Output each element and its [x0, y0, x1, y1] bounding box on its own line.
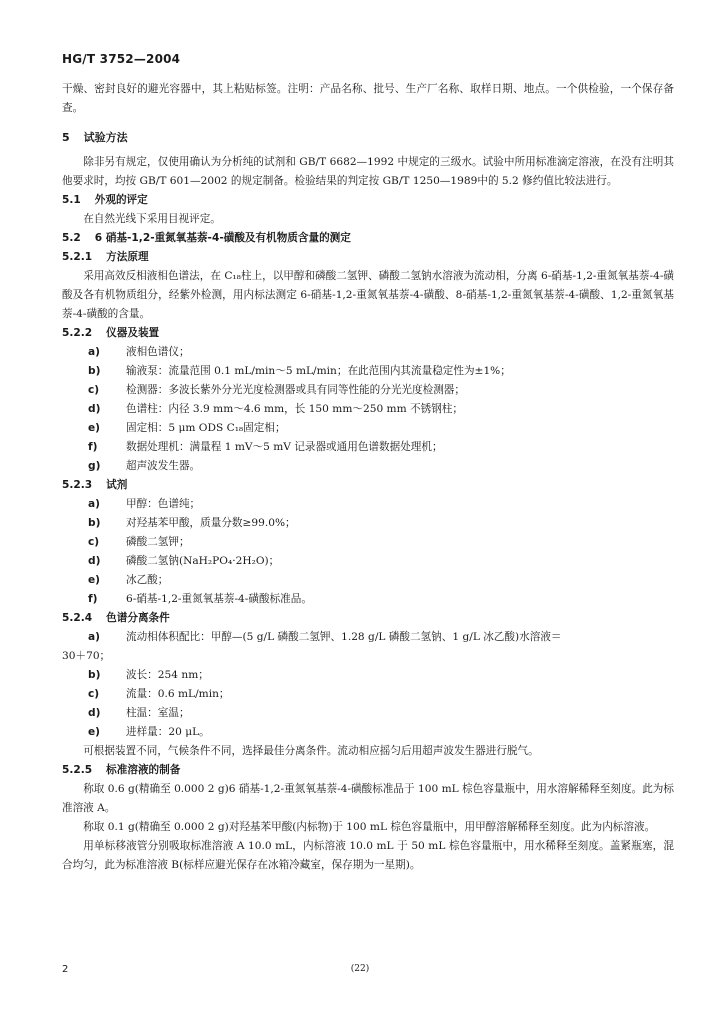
list-item — [62, 514, 674, 533]
list-item — [62, 571, 674, 590]
item-label: f) — [88, 593, 98, 605]
item-text: 色谱柱：内径 3.9 mm～4.6 mm，长 150 mm～250 mm 不锈钢柱； — [126, 403, 463, 415]
list-item — [62, 495, 674, 514]
section-title: 试验方法 — [83, 131, 128, 144]
section-5-2-4-heading — [62, 609, 674, 628]
item-label: f) — [88, 441, 98, 453]
section-number: 5 — [62, 131, 70, 144]
item-label: a) — [88, 498, 100, 510]
list-item — [62, 685, 674, 704]
section-5-2-3-heading — [62, 476, 674, 495]
section-5-heading — [62, 128, 674, 147]
footer-page-marker: (22) — [350, 964, 370, 974]
section-number: 5.2.4 — [62, 612, 93, 624]
section-title: 方法原理 — [106, 251, 149, 263]
item-text: 检测器：多波长紫外分光光度检测器或具有同等性能的分光光度检测器； — [126, 384, 465, 396]
list-item — [62, 381, 674, 400]
section-5-2-heading — [62, 229, 674, 248]
section-5-1-heading — [62, 191, 674, 210]
section-number: 5.1 — [62, 194, 81, 206]
item-label: d) — [88, 555, 101, 567]
list-item — [62, 590, 674, 609]
item-text: 流量：0.6 mL/min； — [126, 688, 230, 700]
item-label: c) — [88, 384, 100, 396]
apparatus-list — [62, 343, 674, 476]
item-text: 磷酸二氢钠(NaH₂PO₄·2H₂O)； — [126, 555, 280, 567]
list-item — [62, 343, 674, 362]
section-title: 色谱分离条件 — [106, 612, 170, 624]
list-item — [62, 666, 674, 685]
section-number: 5.2.3 — [62, 479, 93, 491]
section-5-2-2-heading — [62, 324, 674, 343]
item-text: 柱温：室温； — [126, 707, 190, 719]
section-title: 6 硝基-1,2-重氮氧基萘-4-磺酸及有机物质含量的测定 — [94, 232, 351, 244]
item-text: 6-硝基-1,2-重氮氧基萘-4-磺酸标准品。 — [126, 593, 312, 605]
item-label: b) — [88, 669, 101, 681]
section-number: 5.2.1 — [62, 251, 93, 263]
item-label: b) — [88, 365, 101, 377]
list-item — [62, 438, 674, 457]
section-title: 外观的评定 — [94, 194, 148, 206]
item-text: 固定相：5 μm ODS C₁₈固定相； — [126, 422, 286, 434]
standard-number-header: HG/T 3752—2004 — [62, 52, 181, 66]
section-5-2-1-paragraph: 采用高效反相液相色谱法，在 C₁₈柱上，以甲醇和磷酸二氢钾、磷酸二氢钠水溶液为流动相，分离 6-硝基-1,2-重氮氧基萘-4-磺酸及各有机物质组分，经紫外检测，用内标法测定 6-硝基-1,2-重氮氧基萘-4-磺酸、8-硝基-1,2-重氮氧基萘-4-磺酸、1,2-重氮氧基萘-4-磺酸的含量。 — [62, 270, 674, 320]
list-item — [62, 533, 674, 552]
section-number: 5.2.2 — [62, 327, 93, 339]
item-label: a) — [88, 346, 100, 358]
section-number: 5.2 — [62, 232, 81, 244]
page-number: 2 — [62, 964, 69, 975]
intro-paragraph: 干燥、密封良好的避光容器中，其上粘贴标签。注明：产品名称、批号、生产厂名称、取样日期、地点。一个供检验，一个保存备查。 — [62, 83, 674, 114]
list-item — [62, 704, 674, 723]
list-item — [62, 723, 674, 742]
item-label: c) — [88, 688, 100, 700]
section-title: 仪器及装置 — [106, 327, 160, 339]
item-label: c) — [88, 536, 100, 548]
item-text: 冰乙酸； — [126, 574, 169, 586]
reagent-list — [62, 495, 674, 609]
item-text: 进样量：20 μL。 — [126, 726, 210, 738]
section-title: 试剂 — [106, 479, 128, 491]
item-text: 液相色谱仪； — [126, 346, 190, 358]
section-5-2-5-heading — [62, 761, 674, 780]
item-continuation: 30＋70； — [62, 650, 111, 662]
item-text: 磷酸二氢钾； — [126, 536, 190, 548]
list-item — [62, 400, 674, 419]
item-label: a) — [88, 631, 100, 643]
item-label: d) — [88, 403, 101, 415]
list-item — [62, 419, 674, 438]
item-text: 对羟基苯甲酸，质量分数≥99.0%； — [126, 517, 296, 529]
item-text: 波长：254 nm； — [126, 669, 209, 681]
section-title: 标准溶液的制备 — [106, 764, 181, 776]
section-5-2-5-paragraph: 用单标移液管分别吸取标准溶液 A 10.0 mL，内标溶液 10.0 mL 于 50 mL 棕色容量瓶中，用水稀释至刻度。盖紧瓶塞，混合均匀，此为标准溶液 B(标样应避光保存在冰箱冷藏室，保存期为一星期)。 — [62, 840, 674, 871]
section-5-2-5-paragraph: 称取 0.1 g(精确至 0.000 2 g)对羟基苯甲酸(内标物)于 100 mL 棕色容量瓶中，用甲醇溶解稀释至刻度。此为内标溶液。 — [83, 821, 656, 833]
item-label: g) — [88, 460, 101, 472]
item-label: b) — [88, 517, 101, 529]
list-item — [62, 628, 674, 647]
section-5-2-1-heading — [62, 248, 674, 267]
section-5-1-paragraph: 在自然光线下采用目视评定。 — [83, 213, 221, 225]
section-5-2-4-note: 可根据装置不同，气候条件不同，选择最佳分离条件。流动相应摇匀后用超声波发生器进行脱气。 — [83, 745, 539, 757]
item-label: e) — [88, 726, 101, 738]
item-text: 数据处理机：满量程 1 mV～5 mV 记录器或通用色谱数据处理机； — [126, 441, 443, 453]
section-number: 5.2.5 — [62, 764, 93, 776]
item-text: 甲醇：色谱纯； — [126, 498, 201, 510]
list-item — [62, 457, 674, 476]
list-item — [62, 362, 674, 381]
item-label: d) — [88, 707, 101, 719]
section-5-2-5-paragraph: 称取 0.6 g(精确至 0.000 2 g)6 硝基-1,2-重氮氧基萘-4-磺酸标准品于 100 mL 棕色容量瓶中，用水溶解稀释至刻度。此为标准溶液 A。 — [62, 783, 674, 814]
chromatography-conditions-list — [62, 628, 674, 742]
item-text: 流动相体积配比：甲醇—(5 g/L 磷酸二氢钾、1.28 g/L 磷酸二氢钠、1 g/L 冰乙酸)水溶液＝ — [126, 631, 562, 643]
document-body — [62, 80, 674, 875]
item-label: e) — [88, 574, 101, 586]
item-text: 超声波发生器。 — [126, 460, 201, 472]
section-5-paragraph: 除非另有规定，仅使用确认为分析纯的试剂和 GB/T 6682—1992 中规定的三级水。试验中所用标准滴定溶液，在没有注明其他要求时，均按 GB/T 601—2002 的规定制备。检验结果的判定按 GB/T 1250—1989中的 5.2 修约值比较法进行。 — [62, 156, 674, 187]
list-item — [62, 552, 674, 571]
item-text: 输液泵：流量范围 0.1 mL/min～5 mL/min；在此范围内其流量稳定性为±1%； — [126, 365, 511, 377]
item-label: e) — [88, 422, 101, 434]
